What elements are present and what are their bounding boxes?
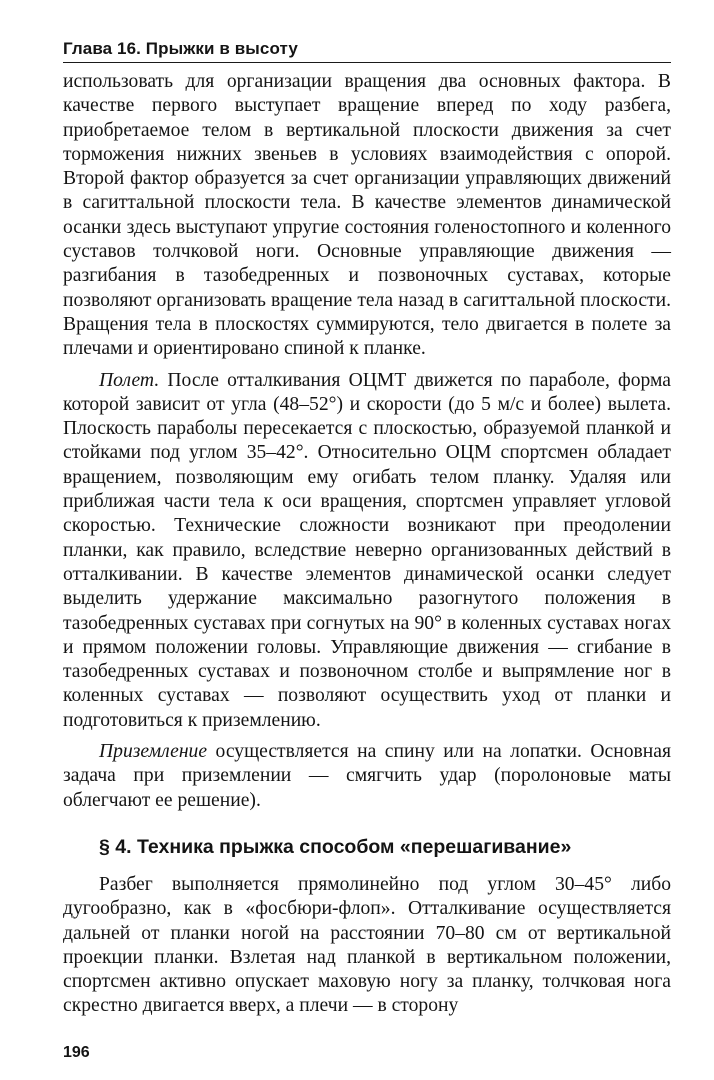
paragraph-run-up: Разбег выполняется прямолинейно под углом 30–45° либо дугообразно, как в «фосбюри-флоп». Отталкивание осуществляется дальней от планки ногой на расстоянии 70–80 см от вертикальной проекции планки. Взлетая над планкой в вертикальном положении, спортсмен активно опускает маховую ногу за планку, толчковая нога скрестно двигается вверх, а плечи — в сторону [63,873,671,1017]
chapter-title: Глава 16. Прыжки в высоту [63,39,298,58]
paragraph-flight [63,369,671,733]
page-body [63,70,671,1026]
paragraph-landing-lead: Приземление [99,741,208,763]
paragraph-continuation: использовать для организации вращения два основных фактора. В качестве первого выступает вращение вперед по ходу разбега, приобретаемое телом в вертикальной плоскости движения за счет торможения нижних звеньев в условиях взаимодействия с опорой. Второй фактор образуется за счет организации управляющих движений в сагиттальной плоскости тела. В качестве элементов динамической осанки здесь выступают упругие состояния голеностопного и коленного суставов толчковой ноги. Основные управляющие движения — разгибания в тазобедренных и позвоночных суставах, которые позволяют организовать вращение тела назад в сагиттальной плоскости. Вращения тела в плоскостях суммируются, тело двигается в полете за плечами и ориентировано спиной к планке. [63,71,671,360]
page-number: 196 [63,1044,90,1061]
paragraph-flight-lead: Полет. [99,369,160,391]
paragraph-landing-text: осуществляется на спину или на лопатки. Основная задача при приземлении — смягчить удар (поролоновые маты облегчают ее решение). [63,741,671,811]
running-header [63,36,671,63]
paragraph-landing [63,740,671,813]
section-heading: § 4. Техника прыжка способом «перешагивание» [99,835,572,858]
paragraph-flight-text: После отталкивания ОЦМТ движется по параболе, форма которой зависит от угла (48–52°) и скорости (до 5 м/с и более) вылета. Плоскость параболы пересекается с плоскостью, образуемой планкой и стойками под углом 35–42°. Относительно ОЦМ спортсмен обладает вращением, позволяющим ему огибать телом планку. Удаляя или приближая части тела к оси вращения, спортсмен управляет угловой скоростью. Технические сложности возникают при преодолении планки, как правило, вследствие неверно организованных действий в отталкивании. В качестве элементов динамической осанки следует выделить удержание максимально разогнутого положения в тазобедренных суставах при согнутых на 90° в коленных суставах ногах и прямом положении головы. Управляющие движения — сгибание в тазобедренных суставах и позвоночном столбе и выпрямление ног в коленных суставах — позволяют осуществить уход от планки и подготовиться к приземлению. [63,369,671,731]
